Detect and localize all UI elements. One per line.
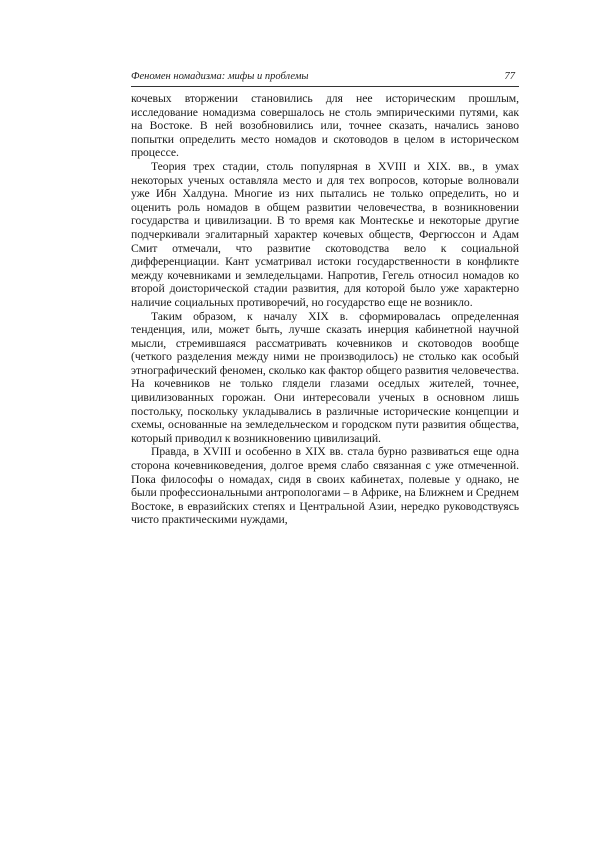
document-page bbox=[131, 70, 519, 527]
page-number: 77 bbox=[504, 71, 515, 82]
body-text bbox=[131, 92, 519, 527]
header-rule bbox=[131, 86, 519, 87]
paragraph-three-stages: Теория трех стадии, столь популярная в XVIII и XIX. вв., в умах некоторых ученых оставляла место и для тех вопросов, которые волновали уже Ибн Халдуна. Многие из них пытались не только определить, но и оценить роль номадов в общем развитии человечества, в возникновении государства и цивилизации. В то время как Монтескье и некоторые другие подчеркивали эгалитарный характер кочевых обществ, Фергюссон и Адам Смит отмечали, что развитие скотоводства вело к социальной дифференциации. Кант усматривал истоки государственности в конфликте между кочевниками и земледельцами. Напротив, Гегель относил номадов ко второй доисторической стадии развития, для которой было уже характерно наличие социальных противоречий, но государство еще не возникло. bbox=[131, 159, 519, 309]
paragraph-nomad-studies: Правда, в XVIII и особенно в XIX вв. стала бурно развиваться еще одна сторона кочевниковедения, долгое время слабо связанная с уже отмеченной. Пока философы о номадах, сидя в своих кабинетах, полевые у однако, не были профессиональными антропологами – в Африке, на Ближнем и Среднем Востоке, в евразийских степях и Центральной Азии, нередко руководствуясь чисто практическими нуждами, bbox=[131, 445, 519, 527]
paragraph-continuation: кочевых вторжении становились для нее историческим прошлым, исследование номадизма совершалось не столь эмпирическими путями, как на Востоке. В ней возобновились или, точнее сказать, начались заново попытки определить место номадов и скотоводов в целом в историческом процессе. bbox=[131, 92, 519, 160]
running-header bbox=[131, 70, 519, 84]
paragraph-tendency: Таким образом, к началу XIX в. сформировалась определенная тенденция, или, может быть, лучше сказать инерция кабинетной научной мысли, стремившаяся рассматривать кочевников и скотоводов вообще (четкого разделения между ними не производилось) не столько как особый этнографический феномен, сколько как фактор общего развития человечества. На кочевников не только глядели глазами оседлых жителей, точнее, цивилизованных горожан. Они интересовали ученых в основном лишь постольку, поскольку укладывались в различные исторические концепции и схемы, основанные на земледельческом и городском пути развития общества, который приводил к возникновению цивилизаций. bbox=[131, 309, 519, 445]
running-header-title: Феномен номадизма: мифы и проблемы bbox=[131, 71, 309, 82]
